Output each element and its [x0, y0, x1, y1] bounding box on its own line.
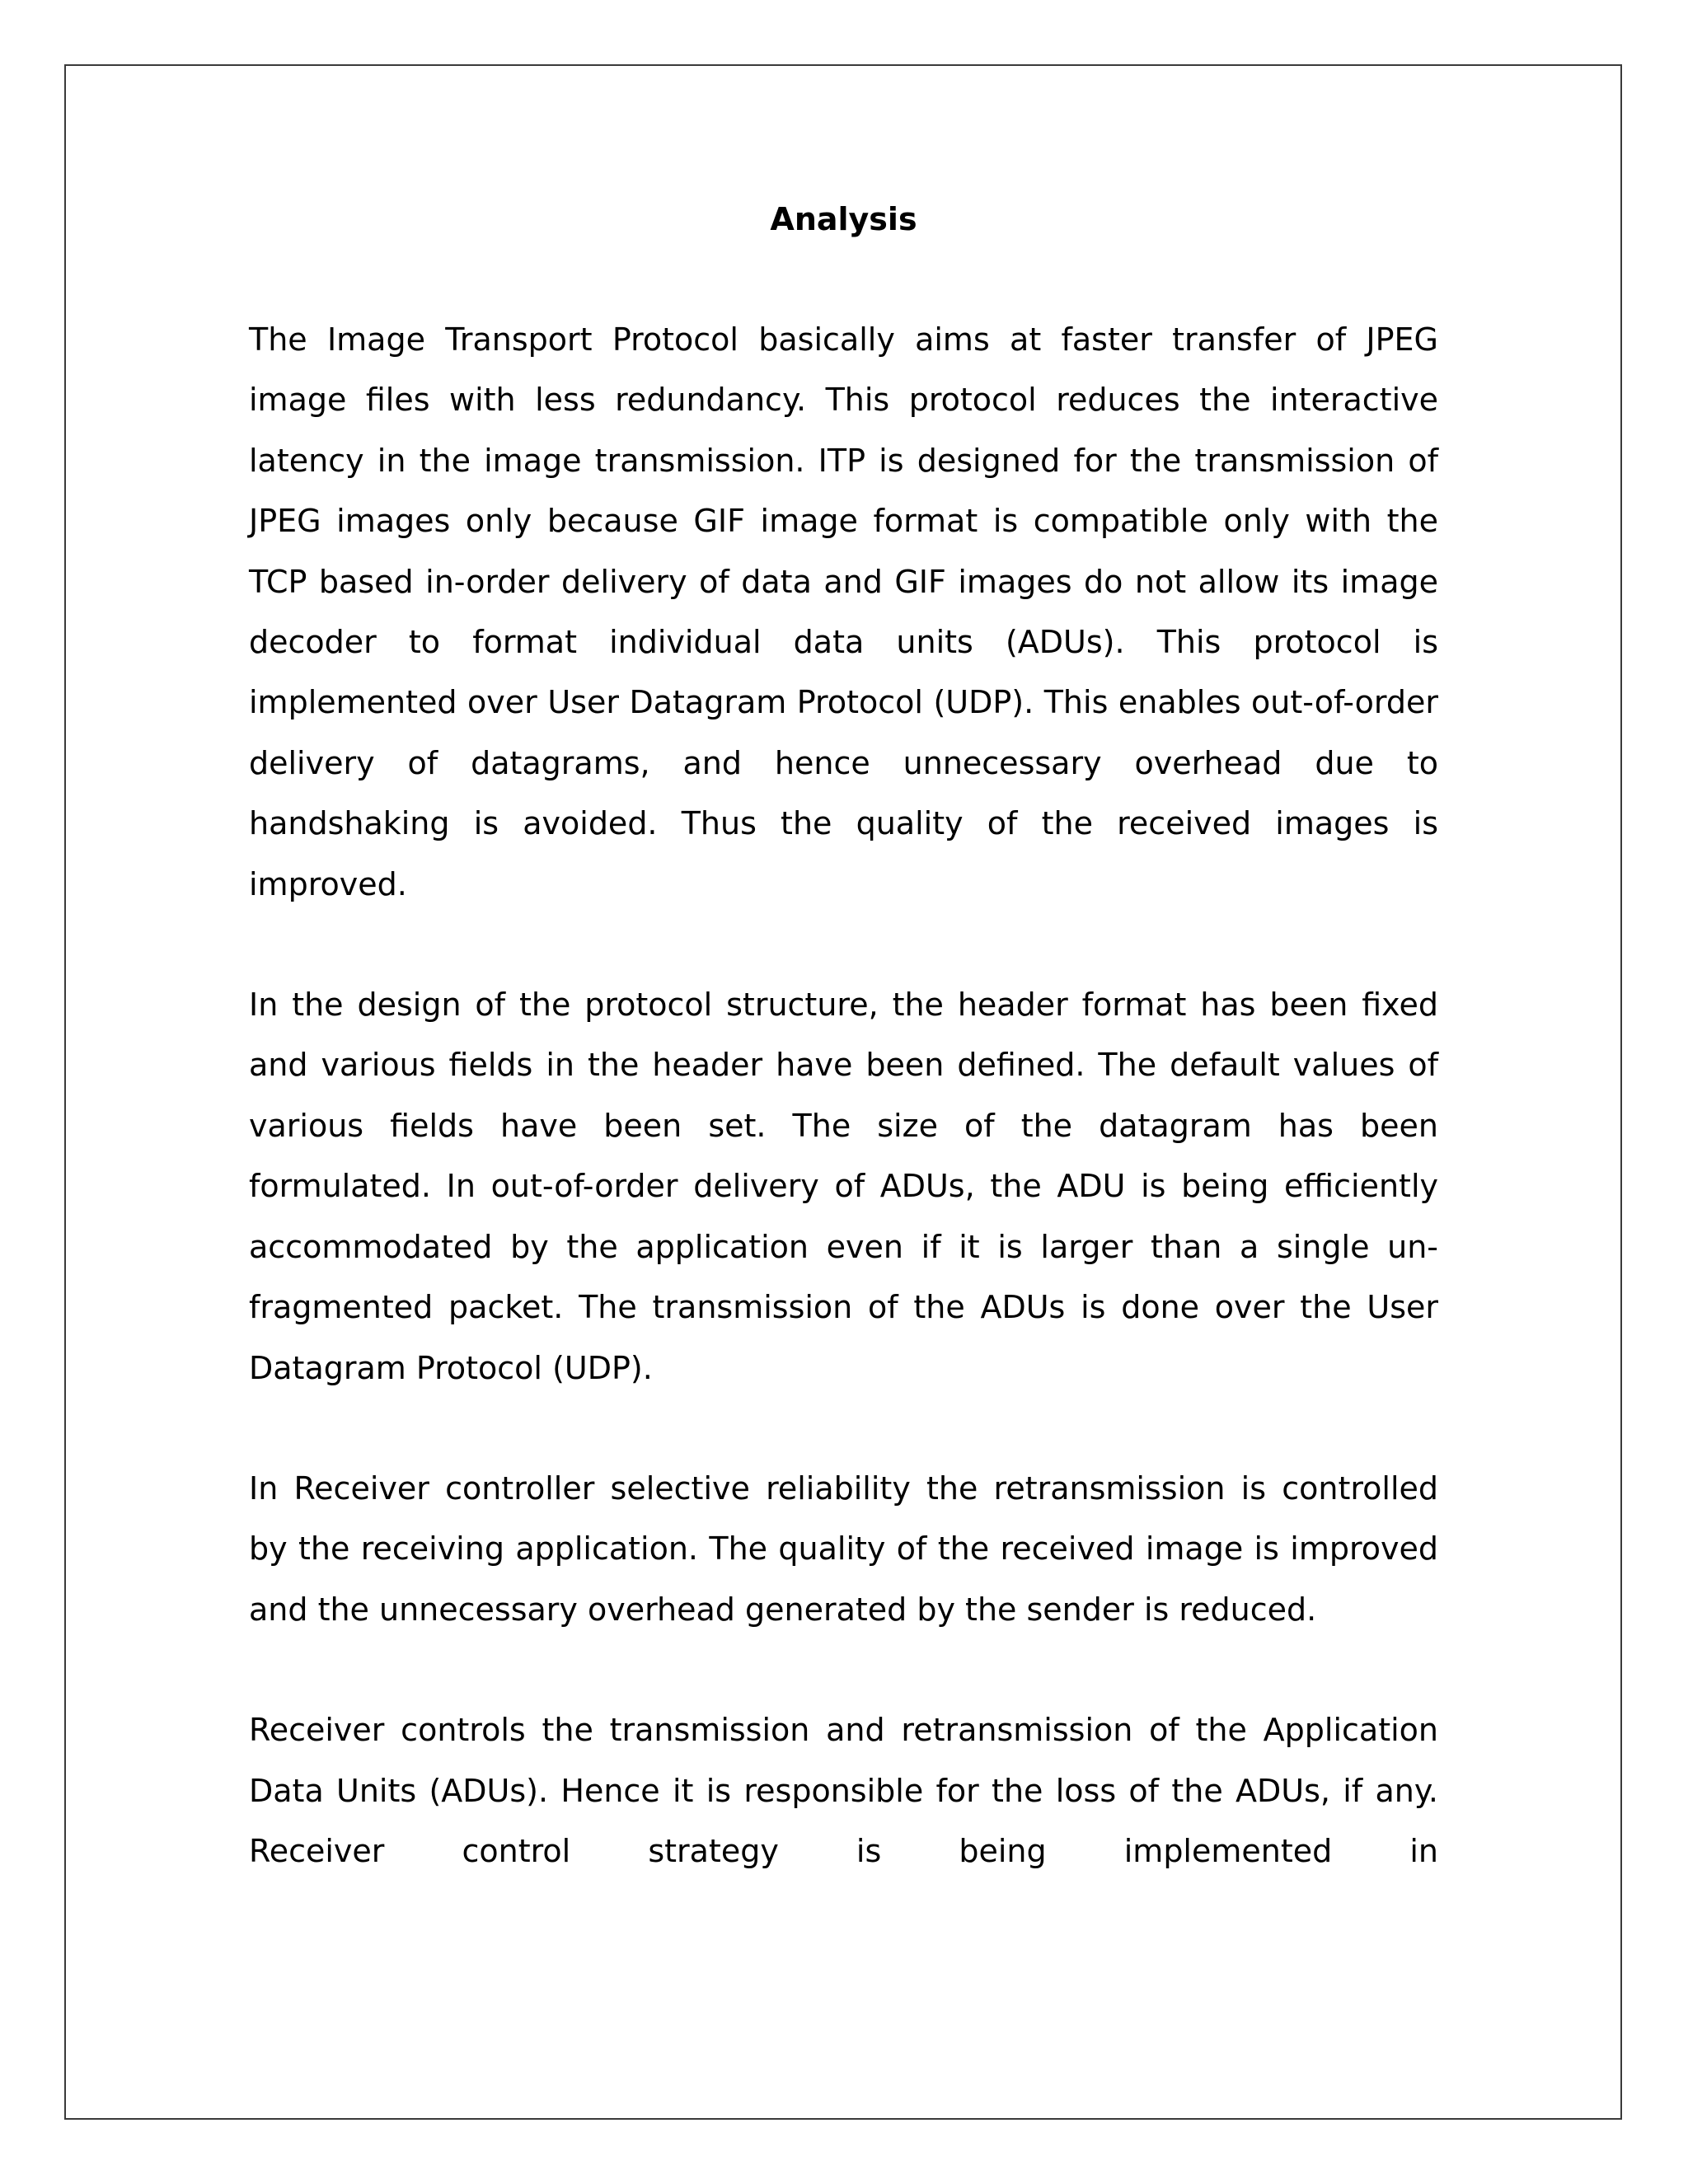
paragraph-2: In the design of the protocol structure, the header format has been fixed and various fields in the header have been defined. The default values of various fields have been set. The size of the datagram has been formulated. In out-of-order delivery of ADUs, the ADU is being efficiently accommodated by the application even if it is larger than a single un-fragmented packet. The transmission of the ADUs is done over the User Datagram Protocol (UDP).: [249, 987, 1438, 1386]
document-body: [249, 194, 1438, 1942]
paragraph-1: The Image Transport Protocol basically aims at faster transfer of JPEG image files with less redundancy. This protocol reduces the interactive latency in the image transmission. ITP is designed for the transmission of JPEG images only because GIF image format is compatible only with the TCP based in-order delivery of data and GIF images do not allow its image decoder to format individual data units (ADUs). This protocol is implemented over User Datagram Protocol (UDP). This enables out-of-order delivery of datagrams, and hence unnecessary overhead due to handshaking is avoided. Thus the quality of the received images is improved.: [249, 321, 1438, 902]
paragraph-3: In Receiver controller selective reliability the retransmission is controlled by the receiving application. The quality of the received image is improved and the unnecessary overhead generated by the sender is reduced.: [249, 1469, 1438, 1628]
page-title: Analysis: [770, 201, 917, 237]
paragraph-4: Receiver controls the transmission and retransmission of the Application Data Units (ADUs). Hence it is responsible for the loss of the ADUs, if any. Receiver control strategy is being implemented in: [249, 1712, 1438, 1869]
